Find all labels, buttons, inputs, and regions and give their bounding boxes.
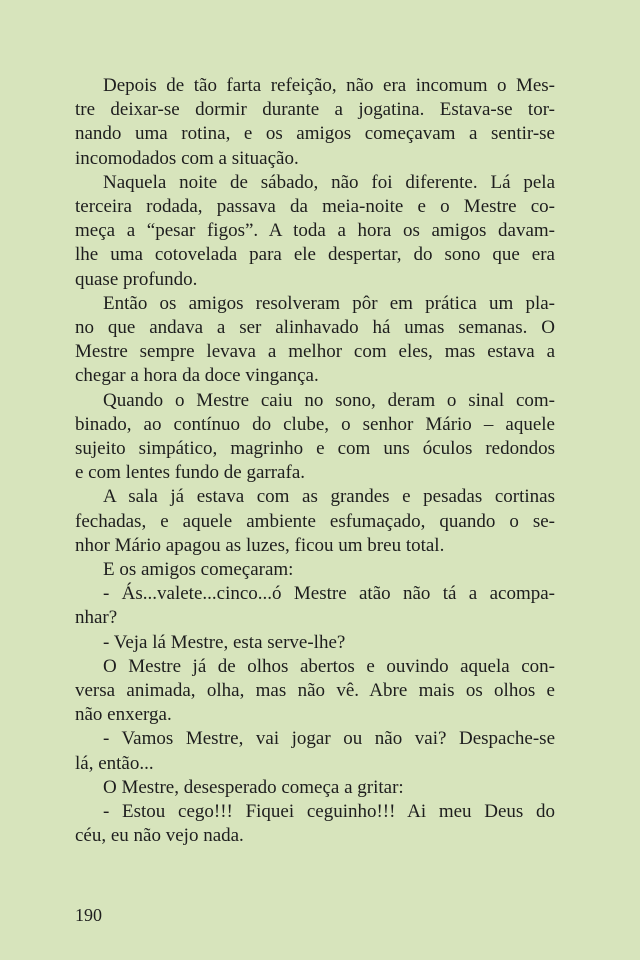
text-line: Naquela noite de sábado, não foi diferente. Lá pela bbox=[103, 171, 555, 193]
text-line: E os amigos começaram: bbox=[103, 559, 294, 581]
paragraph-9 bbox=[75, 655, 555, 728]
text-line: versa animada, olha, mas não vê. Abre mais os olhos e bbox=[75, 680, 555, 702]
text-line: terceira rodada, passava da meia-noite e o Mestre co- bbox=[75, 196, 555, 218]
text-line: - Estou cego!!! Fiquei ceguinho!!! Ai meu Deus do bbox=[103, 801, 555, 823]
text-line: binado, ao contínuo do clube, o senhor Mário – aquele bbox=[75, 413, 555, 435]
page-number: 190 bbox=[75, 905, 102, 925]
paragraph-2 bbox=[75, 171, 555, 292]
text-line: nhar? bbox=[75, 607, 118, 629]
paragraph-11 bbox=[75, 776, 555, 800]
text-line: não enxerga. bbox=[75, 704, 172, 726]
text-line: A sala já estava com as grandes e pesadas cortinas bbox=[103, 486, 555, 508]
text-line: fechadas, e aquele ambiente esfumaçado, quando o se- bbox=[75, 510, 555, 532]
text-line: - Ás...valete...cinco...ó Mestre atão não tá a acompa- bbox=[103, 583, 555, 605]
text-line: meça a “pesar figos”. A toda a hora os amigos davam- bbox=[75, 220, 555, 242]
paragraph-1 bbox=[75, 74, 555, 171]
text-line: - Veja lá Mestre, esta serve-lhe? bbox=[103, 631, 346, 653]
text-line: chegar a hora da doce vingança. bbox=[75, 365, 319, 387]
text-line: Mestre sempre levava a melhor com eles, mas estava a bbox=[75, 341, 555, 363]
paragraph-3 bbox=[75, 292, 555, 389]
text-line: - Vamos Mestre, vai jogar ou não vai? Despache-se bbox=[103, 728, 555, 750]
text-line: nhor Mário apagou as luzes, ficou um breu total. bbox=[75, 534, 445, 556]
text-line: nando uma rotina, e os amigos começavam a sentir-se bbox=[75, 123, 555, 145]
text-line: O Mestre, desesperado começa a gritar: bbox=[103, 776, 404, 798]
dialogue-line-4 bbox=[75, 800, 555, 848]
body-text bbox=[75, 74, 555, 849]
dialogue-line-1 bbox=[75, 582, 555, 630]
text-line: sujeito simpático, magrinho e com uns óculos redondos bbox=[75, 438, 555, 460]
text-line: quase profundo. bbox=[75, 268, 198, 290]
text-line: no que andava a ser alinhavado há umas semanas. O bbox=[75, 317, 555, 339]
text-line: tre deixar-se dormir durante a jogatina. Estava-se tor- bbox=[75, 99, 555, 121]
dialogue-line-3 bbox=[75, 727, 555, 775]
text-line: Quando o Mestre caiu no sono, deram o sinal com- bbox=[103, 389, 555, 411]
text-line: incomodados com a situação. bbox=[75, 147, 299, 169]
text-line: Então os amigos resolveram pôr em prática um pla- bbox=[103, 292, 555, 314]
text-line: céu, eu não vejo nada. bbox=[75, 825, 244, 847]
paragraph-5 bbox=[75, 485, 555, 558]
text-line: O Mestre já de olhos abertos e ouvindo aquela con- bbox=[103, 655, 555, 677]
text-line: e com lentes fundo de garrafa. bbox=[75, 462, 306, 484]
text-line: Depois de tão farta refeição, não era incomum o Mes- bbox=[103, 75, 555, 96]
text-line: lá, então... bbox=[75, 752, 154, 774]
paragraph-4 bbox=[75, 389, 555, 486]
text-line: lhe uma cotovelada para ele despertar, do sono que era bbox=[75, 244, 555, 266]
paragraph-6 bbox=[75, 558, 555, 582]
dialogue-line-2 bbox=[75, 631, 555, 655]
